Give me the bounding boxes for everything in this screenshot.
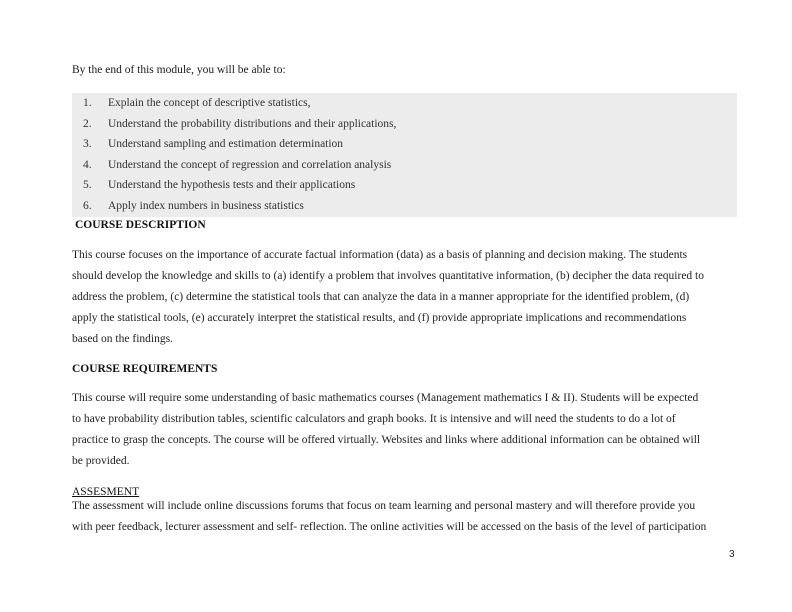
list-item-text: Understand sampling and estimation determination (108, 138, 344, 150)
assessment-heading: ASSESMENT (72, 486, 140, 498)
list-item-text: Understand the hypothesis tests and their applications (108, 179, 356, 191)
assessment-paragraph (72, 496, 738, 538)
list-item-text: Apply index numbers in business statistics (108, 199, 304, 212)
list-item (72, 155, 737, 175)
course-description-heading: COURSE DESCRIPTION (75, 219, 206, 231)
paragraph-line: practice to grasp the concepts. The course will be offered virtually. Websites and links where additional information can be obtained will (72, 434, 701, 446)
paragraph-line: should develop the knowledge and skills to (a) identify a problem that involves quantitative information, (b) decipher the data required to (72, 270, 705, 282)
list-item-text: Explain the concept of descriptive statistics, (108, 97, 311, 109)
paragraph-line: The assessment will include online discussions forums that focus on team learning and personal mastery and will therefore provide you (72, 500, 696, 512)
paragraph-line: based on the findings. (72, 333, 173, 345)
paragraph-line: address the problem, (c) determine the statistical tools that can analyze the data in a manner appropriate for the identified problem, (d) (72, 291, 690, 303)
paragraph-line: be provided. (72, 455, 130, 467)
course-description-paragraph (72, 245, 738, 350)
list-item (72, 196, 737, 216)
paragraph-line: with peer feedback, lecturer assessment and self- reflection. The online activities will be accessed on the basis of the level of participation (72, 521, 707, 533)
list-item-number: 2. (83, 117, 92, 130)
list-item (72, 93, 737, 113)
list-item-text: Understand the probability distributions and their applications, (108, 117, 397, 130)
paragraph-line: to have probability distribution tables, scientific calculators and graph books. It is intensive and will need the students to do a lot of (72, 413, 676, 425)
list-item-number: 5. (83, 179, 92, 191)
page-number: 3 (729, 549, 735, 560)
list-item (72, 114, 737, 134)
course-requirements-paragraph (72, 388, 738, 472)
list-item-number: 4. (83, 158, 92, 171)
paragraph-line: apply the statistical tools, (e) accurately interpret the statistical results, and (f) provide appropriate implications and recommendations (72, 312, 687, 324)
list-item-number: 3. (83, 138, 92, 150)
list-item-number: 1. (83, 97, 92, 109)
paragraph-line: This course will require some understanding of basic mathematics courses (Management mathematics I & II). Students will be expected (72, 392, 699, 404)
paragraph-line: This course focuses on the importance of accurate factual information (data) as a basis of planning and decision making. The students (72, 249, 688, 261)
list-item-number: 6. (83, 199, 92, 212)
objectives-intro: By the end of this module, you will be able to: (72, 64, 286, 76)
objectives-list (72, 93, 737, 217)
list-item (72, 175, 737, 195)
list-item (72, 134, 737, 154)
list-item-text: Understand the concept of regression and correlation analysis (108, 158, 392, 171)
course-requirements-heading: COURSE REQUIREMENTS (72, 363, 218, 375)
